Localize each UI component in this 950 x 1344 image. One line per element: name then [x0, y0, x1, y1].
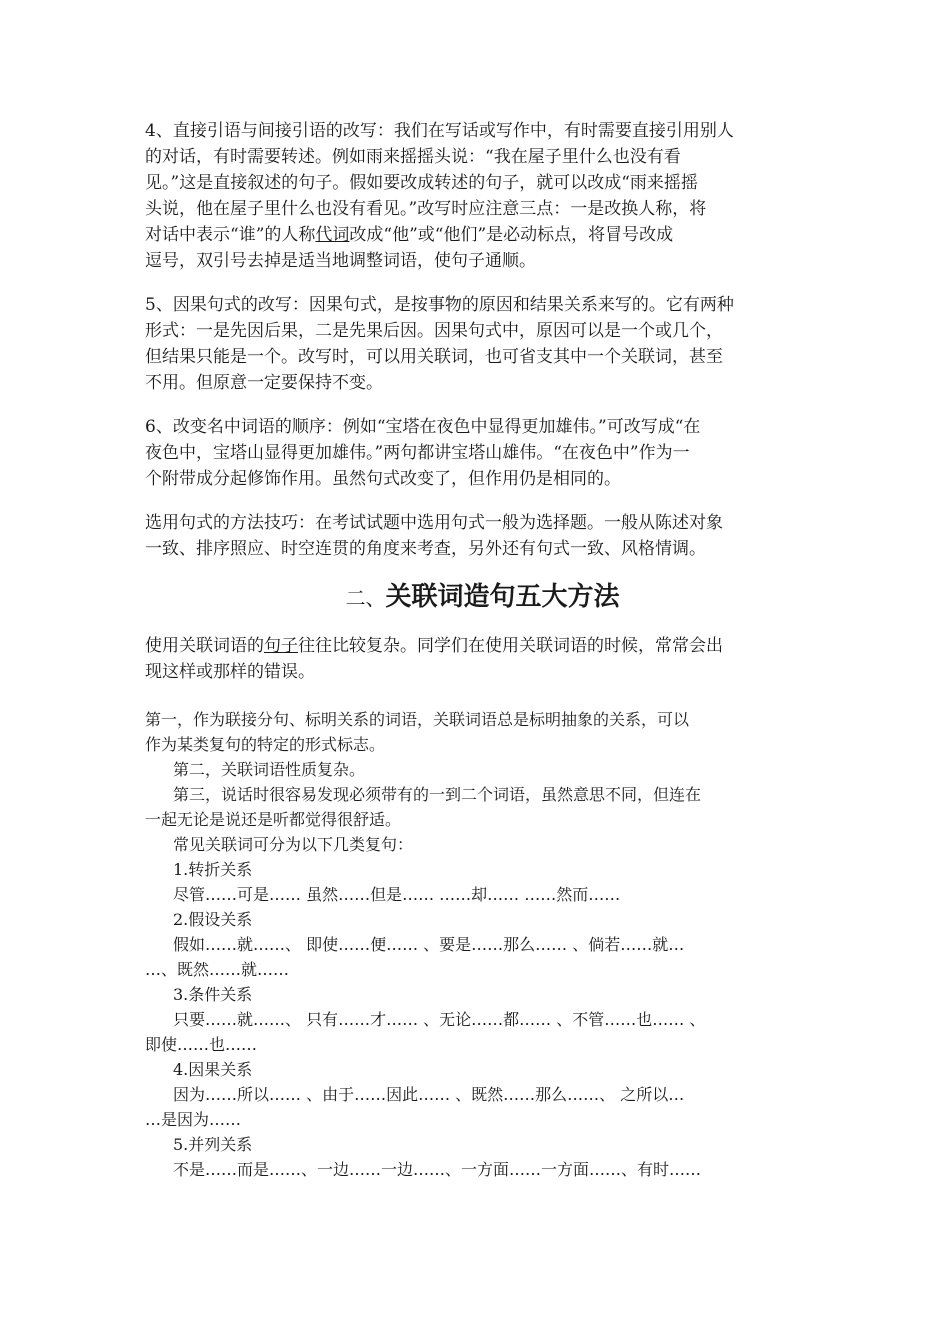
category-items: 只要……就……、 只有……才…… 、无论……都…… 、不管……也…… 、: [173, 1010, 706, 1029]
paragraph-intro: [145, 633, 810, 685]
text-line: 作为某类复句的特定的形式标志。: [145, 735, 386, 754]
text-line: 见。”这是直接叙述的句子。假如要改成转述的句子，就可以改成“雨来摇摇: [145, 173, 698, 193]
document-page: [145, 118, 810, 1182]
text-line: 的对话，有时需要转述。例如雨来摇摇头说：“我在屋子里什么也没有看: [145, 147, 681, 167]
paragraph-5-cause-effect: [145, 292, 810, 396]
text-line: [145, 222, 810, 248]
sentence-link[interactable]: 句子: [264, 636, 298, 656]
paragraph-6-word-order: [145, 414, 810, 492]
category-items: 尽管……可是…… 虽然……但是…… ……却…… ……然而……: [173, 885, 621, 904]
text-line: 6、改变名中词语的顺序：例如“宝塔在夜色中显得更加雄伟。”可改写成“在: [145, 417, 701, 437]
text-line: 现这样或那样的错误。: [145, 662, 315, 682]
category-items: …是因为……: [145, 1110, 242, 1129]
paragraph-4-direct-indirect-speech: [145, 118, 810, 274]
paragraph-sentence-selection: [145, 510, 810, 562]
category-items: …、既然……就……: [145, 960, 290, 979]
text-segment: 对话中表示“谁”的人称: [145, 225, 316, 245]
text-segment: 往往比较复杂。同学们在使用关联词语的时候，常常会出: [298, 636, 723, 656]
text-line: 选用句式的方法技巧：在考试试题中选用句式一般为选择题。一般从陈述对象: [145, 513, 723, 533]
text-line: 夜色中，宝塔山显得更加雄伟。”两句都讲宝塔山雄伟。“在夜色中”作为一: [145, 443, 690, 463]
text-line: 头说，他在屋子里什么也没有看见。”改写时应注意三点：一是改换人称，将: [145, 199, 707, 219]
text-segment: 使用关联词语的: [145, 636, 264, 656]
text-line: 个附带成分起修饰作用。虽然句式改变了，但作用仍是相同的。: [145, 469, 621, 489]
text-line: 第一，作为联接分句、标明关系的词语，关联词语总是标明抽象的关系，可以: [145, 710, 690, 729]
heading-number: 二、: [345, 586, 386, 610]
category-title: 5.并列关系: [173, 1135, 253, 1154]
text-line: 第三，说话时很容易发现必须带有的一到二个词语，虽然意思不同，但连在: [173, 785, 702, 804]
pronoun-link[interactable]: 代词: [315, 225, 350, 245]
category-items: 假如……就……、 即使……便…… 、要是……那么…… 、倘若……就…: [173, 935, 685, 954]
text-line: [145, 633, 810, 659]
text-line: 形式：一是先因后果，二是先果后因。因果句式中，原因可以是一个或几个，: [145, 321, 723, 341]
text-line: 常见关联词可分为以下几类复句：: [173, 835, 414, 854]
conjunction-list: [145, 707, 810, 1182]
text-segment: 改成“他”或“他们”是必动标点，将冒号改成: [349, 225, 674, 245]
category-items: 不是……而是……、一边……一边……、一方面……一方面……、有时……: [173, 1160, 702, 1179]
text-line: 一致、排序照应、时空连贯的角度来考查，另外还有句式一致、风格情调。: [145, 539, 706, 559]
text-line: 不用。但原意一定要保持不变。: [145, 373, 383, 393]
category-title: 3.条件关系: [173, 985, 253, 1004]
heading-title: 关联词造句五大方法: [385, 582, 620, 612]
category-title: 4.因果关系: [173, 1060, 253, 1079]
text-line: 一起无论是说还是听都觉得很舒适。: [145, 810, 402, 829]
category-items: 因为……所以…… 、由于……因此…… 、既然……那么……、 之所以…: [173, 1085, 685, 1104]
text-line: 逗号，双引号去掉是适当地调整词语，使句子通顺。: [145, 251, 536, 271]
category-title: 2.假设关系: [173, 910, 253, 929]
text-line: 4、直接引语与间接引语的改写：我们在写话或写作中，有时需要直接引用别人: [145, 121, 734, 141]
text-line: 5、因果句式的改写：因果句式，是按事物的原因和结果关系来写的。它有两种: [145, 295, 734, 315]
category-title: 1.转折关系: [173, 860, 253, 879]
category-items: 即使……也……: [145, 1035, 258, 1054]
text-line: 第二，关联词语性质复杂。: [173, 760, 366, 779]
text-line: 但结果只能是一个。改写时，可以用关联词，也可省支其中一个关联词，甚至: [145, 347, 723, 367]
section-heading: [145, 580, 810, 615]
